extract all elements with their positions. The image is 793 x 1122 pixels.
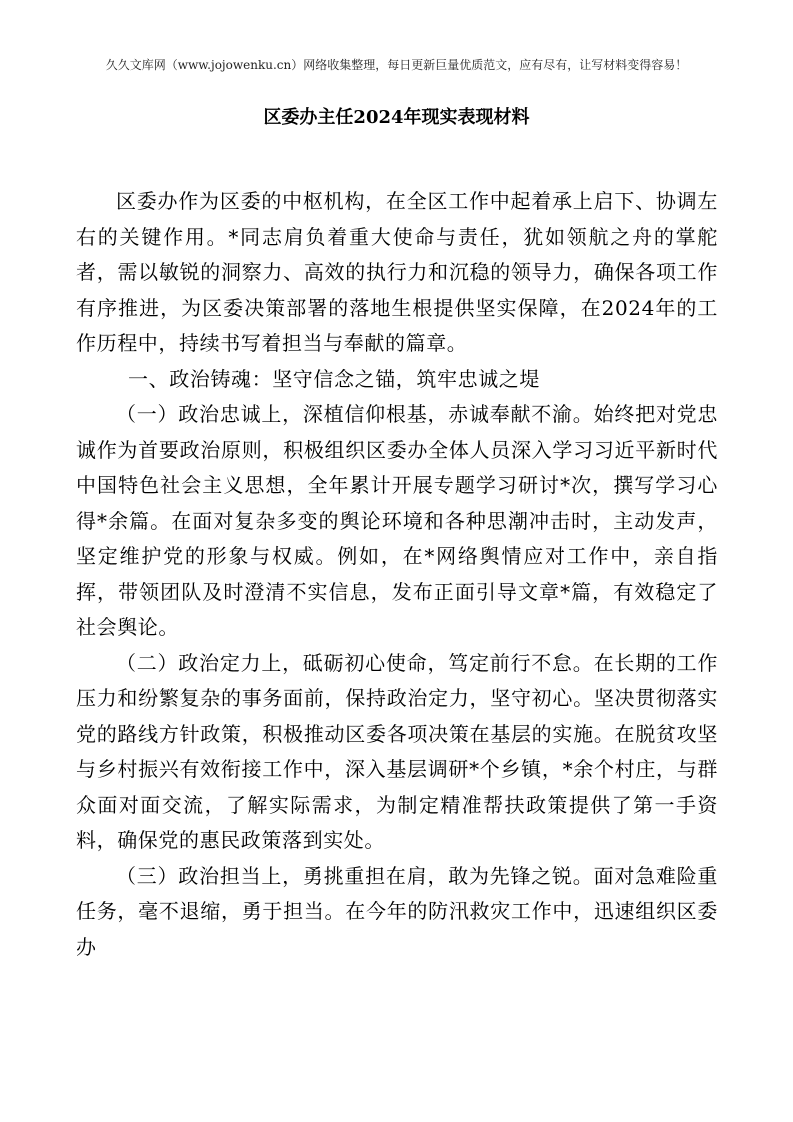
body-paragraph: （二）政治定力上，砥砺初心使命，笃定前行不怠。在长期的工作压力和纷繁复杂的事务面前，保持政治定力，坚守初心。坚决贯彻落实党的路线方针政策，积极推动区委各项决策在基层的实施。在脱贫攻坚与乡村振兴有效衔接工作中，深入基层调研*个乡镇，*余个村庄，与群众面对面交流，了解实际需求，为制定精准帮扶政策提供了第一手资料，确保党的惠民政策落到实处。 bbox=[76, 650, 718, 852]
section-heading: 一、政治铸魂：坚守信念之锚，筑牢忠诚之堤 bbox=[128, 366, 540, 391]
site-header-text: 久久文库网（www.jojowenku.cn）网络收集整理，每日更新巨量优质范文，应有尽有，让写材料变得容易！ bbox=[105, 58, 688, 72]
document-body bbox=[76, 184, 718, 965]
body-paragraph: （三）政治担当上，勇挑重担在肩，敢为先锋之锐。面对急难险重任务，毫不退缩，勇于担当。在今年的防汛救灾工作中，迅速组织区委办 bbox=[76, 863, 718, 959]
body-paragraph: （一）政治忠诚上，深植信仰根基，赤诚奉献不渝。始终把对党忠诚作为首要政治原则，积极组织区委办全体人员深入学习习近平新时代中国特色社会主义思想，全年累计开展专题学习研讨*次，撰写学习心得*余篇。在面对复杂多变的舆论环境和各种思潮冲击时，主动发声，坚定维护党的形象与权威。例如，在*网络舆情应对工作中，亲自指挥，带领团队及时澄清不实信息，发布正面引导文章*篇，有效稳定了社会舆论。 bbox=[76, 402, 718, 639]
document-title: 区委办主任2024年现实表现材料 bbox=[263, 107, 530, 128]
intro-paragraph: 区委办作为区委的中枢机构，在全区工作中起着承上启下、协调左右的关键作用。*同志肩负着重大使命与责任，犹如领航之舟的掌舵者，需以敏锐的洞察力、高效的执行力和沉稳的领导力，确保各项工作有序推进，为区委决策部署的落地生根提供坚实保障，在2024年的工作历程中，持续书写着担当与奉献的篇章。 bbox=[76, 189, 718, 355]
